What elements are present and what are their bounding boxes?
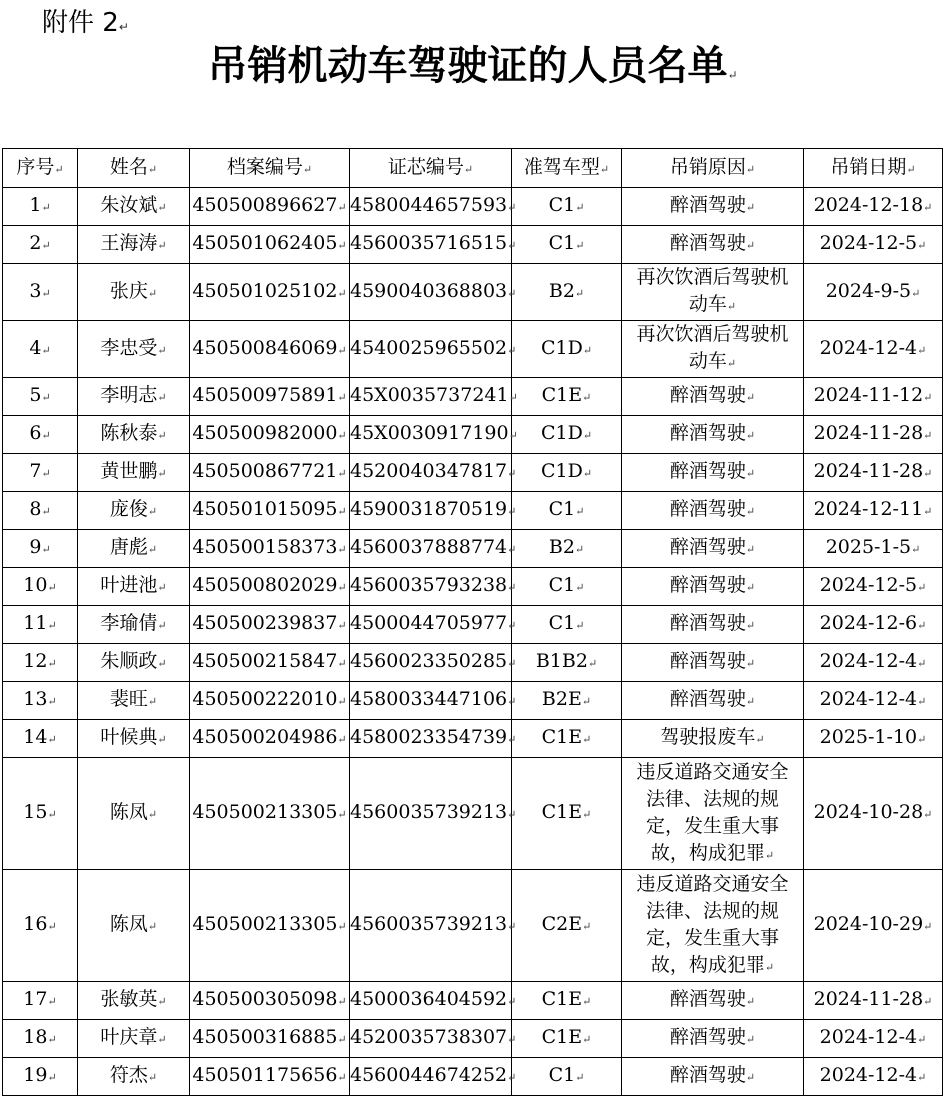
table-row: [3, 264, 943, 321]
table-row: [3, 378, 943, 416]
revocation-reason-cell: 醉酒驾驶↵: [622, 188, 804, 226]
vehicle-class-cell: C2E↵: [512, 870, 622, 982]
table-row: [3, 530, 943, 568]
table-row: [3, 758, 943, 870]
table-row: [3, 982, 943, 1020]
row-number-cell: 4↵: [3, 321, 78, 378]
vehicle-class-cell: B2↵: [512, 264, 622, 321]
header-cell: 证芯编号↵: [350, 149, 512, 188]
table-row: [3, 1020, 943, 1058]
table-row: [3, 870, 943, 982]
name-cell: 黄世鹏↵: [78, 454, 190, 492]
file-number-cell: 450501062405↵: [190, 226, 350, 264]
revocation-reason-cell: 醉酒驾驶↵: [622, 226, 804, 264]
file-number-cell: 450500305098↵: [190, 982, 350, 1020]
revocation-reason-cell: 醉酒驾驶↵: [622, 492, 804, 530]
table-row: [3, 568, 943, 606]
revocation-date-cell: 2024-12-4↵: [804, 644, 943, 682]
name-cell: 陈秋泰↵: [78, 416, 190, 454]
vehicle-class-cell: C1↵: [512, 606, 622, 644]
name-cell: 裴旺↵: [78, 682, 190, 720]
file-number-cell: 450500802029↵: [190, 568, 350, 606]
revocation-date-cell: 2024-12-4↵: [804, 682, 943, 720]
annex-label: 附件 2↵: [42, 8, 129, 38]
revocation-reason-cell: 再次饮酒后驾驶机动车↵: [622, 264, 804, 321]
vehicle-class-cell: C1↵: [512, 1058, 622, 1096]
file-number-cell: 450500239837↵: [190, 606, 350, 644]
file-number-cell: 450500846069↵: [190, 321, 350, 378]
table-row: [3, 321, 943, 378]
vehicle-class-cell: C1E↵: [512, 982, 622, 1020]
table-row: [3, 606, 943, 644]
revocation-date-cell: 2024-12-11↵: [804, 492, 943, 530]
row-number-cell: 16↵: [3, 870, 78, 982]
vehicle-class-cell: C1E↵: [512, 758, 622, 870]
row-number-cell: 15↵: [3, 758, 78, 870]
revocation-date-cell: 2024-12-5↵: [804, 226, 943, 264]
revocation-reason-cell: 醉酒驾驶↵: [622, 606, 804, 644]
file-number-cell: 450500204986↵: [190, 720, 350, 758]
file-number-cell: 450500213305↵: [190, 870, 350, 982]
table-row: [3, 682, 943, 720]
vehicle-class-cell: C1↵: [512, 568, 622, 606]
revocation-date-cell: 2024-10-29↵: [804, 870, 943, 982]
chip-number-cell: 4590040368803↵: [350, 264, 512, 321]
revocation-reason-cell: 驾驶报废车↵: [622, 720, 804, 758]
name-cell: 叶进池↵: [78, 568, 190, 606]
row-number-cell: 9↵: [3, 530, 78, 568]
file-number-cell: 450500975891↵: [190, 378, 350, 416]
page-title: 吊销机动车驾驶证的人员名单↵: [207, 42, 738, 89]
name-cell: 李忠受↵: [78, 321, 190, 378]
revocation-date-cell: 2024-12-5↵: [804, 568, 943, 606]
revocation-date-cell: 2024-10-28↵: [804, 758, 943, 870]
file-number-cell: 450501015095↵: [190, 492, 350, 530]
vehicle-class-cell: C1↵: [512, 188, 622, 226]
row-number-cell: 2↵: [3, 226, 78, 264]
row-number-cell: 3↵: [3, 264, 78, 321]
revocation-reason-cell: 醉酒驾驶↵: [622, 378, 804, 416]
vehicle-class-cell: C1E↵: [512, 378, 622, 416]
table-row: [3, 720, 943, 758]
table-row: [3, 226, 943, 264]
table-header-row: [3, 149, 943, 188]
revocation-date-cell: 2024-9-5↵: [804, 264, 943, 321]
row-number-cell: 14↵: [3, 720, 78, 758]
chip-number-cell: 4520035738307↵: [350, 1020, 512, 1058]
file-number-cell: 450500316885↵: [190, 1020, 350, 1058]
revocation-reason-cell: 醉酒驾驶↵: [622, 682, 804, 720]
file-number-cell: 450501175656↵: [190, 1058, 350, 1096]
name-cell: 张敏英↵: [78, 982, 190, 1020]
header-cell: 序号↵: [3, 149, 78, 188]
name-cell: 唐彪↵: [78, 530, 190, 568]
chip-number-cell: 4500044705977↵: [350, 606, 512, 644]
revocation-reason-cell: 违反道路交通安全法律、法规的规定，发生重大事故，构成犯罪↵: [622, 758, 804, 870]
revocation-reason-cell: 醉酒驾驶↵: [622, 982, 804, 1020]
revocation-date-cell: 2024-12-4↵: [804, 1058, 943, 1096]
row-number-cell: 10↵: [3, 568, 78, 606]
file-number-cell: 450501025102↵: [190, 264, 350, 321]
chip-number-cell: 4500036404592↵: [350, 982, 512, 1020]
vehicle-class-cell: C1D↵: [512, 321, 622, 378]
row-number-cell: 17↵: [3, 982, 78, 1020]
revocation-date-cell: 2024-12-4↵: [804, 321, 943, 378]
row-number-cell: 5↵: [3, 378, 78, 416]
row-number-cell: 12↵: [3, 644, 78, 682]
row-number-cell: 1↵: [3, 188, 78, 226]
vehicle-class-cell: C1E↵: [512, 720, 622, 758]
row-number-cell: 13↵: [3, 682, 78, 720]
chip-number-cell: 4580033447106↵: [350, 682, 512, 720]
table-row: [3, 1058, 943, 1096]
chip-number-cell: 4560035793238↵: [350, 568, 512, 606]
chip-number-cell: 4560044674252↵: [350, 1058, 512, 1096]
vehicle-class-cell: C1↵: [512, 226, 622, 264]
table-row: [3, 416, 943, 454]
revocation-date-cell: 2025-1-5↵: [804, 530, 943, 568]
revocation-reason-cell: 醉酒驾驶↵: [622, 568, 804, 606]
row-number-cell: 7↵: [3, 454, 78, 492]
chip-number-cell: 45X0035737241↵: [350, 378, 512, 416]
name-cell: 符杰↵: [78, 1058, 190, 1096]
file-number-cell: 450500215847↵: [190, 644, 350, 682]
file-number-cell: 450500158373↵: [190, 530, 350, 568]
header-cell: 吊销日期↵: [804, 149, 943, 188]
file-number-cell: 450500213305↵: [190, 758, 350, 870]
revocation-date-cell: 2024-11-12↵: [804, 378, 943, 416]
revocation-reason-cell: 醉酒驾驶↵: [622, 1058, 804, 1096]
vehicle-class-cell: B2↵: [512, 530, 622, 568]
revocation-date-cell: 2024-11-28↵: [804, 454, 943, 492]
file-number-cell: 450500867721↵: [190, 454, 350, 492]
revocation-reason-cell: 醉酒驾驶↵: [622, 530, 804, 568]
table-row: [3, 188, 943, 226]
chip-number-cell: 4560023350285↵: [350, 644, 512, 682]
header-cell: 准驾车型↵: [512, 149, 622, 188]
header-cell: 姓名↵: [78, 149, 190, 188]
file-number-cell: 450500982000↵: [190, 416, 350, 454]
revocation-reason-cell: 醉酒驾驶↵: [622, 1020, 804, 1058]
revocation-reason-cell: 违反道路交通安全法律、法规的规定，发生重大事故，构成犯罪↵: [622, 870, 804, 982]
chip-number-cell: 4540025965502↵: [350, 321, 512, 378]
vehicle-class-cell: C1E↵: [512, 1020, 622, 1058]
name-cell: 陈凤↵: [78, 870, 190, 982]
row-number-cell: 6↵: [3, 416, 78, 454]
name-cell: 张庆↵: [78, 264, 190, 321]
revocation-date-cell: 2024-12-4↵: [804, 1020, 943, 1058]
name-cell: 陈凤↵: [78, 758, 190, 870]
chip-number-cell: 4590031870519↵: [350, 492, 512, 530]
vehicle-class-cell: B2E↵: [512, 682, 622, 720]
vehicle-class-cell: C1D↵: [512, 416, 622, 454]
chip-number-cell: 4580023354739↵: [350, 720, 512, 758]
chip-number-cell: 4560037888774↵: [350, 530, 512, 568]
revocation-reason-cell: 醉酒驾驶↵: [622, 644, 804, 682]
chip-number-cell: 4560035739213↵: [350, 870, 512, 982]
header-cell: 档案编号↵: [190, 149, 350, 188]
table-row: [3, 644, 943, 682]
table-row: [3, 454, 943, 492]
revocation-date-cell: 2024-12-18↵: [804, 188, 943, 226]
vehicle-class-cell: C1↵: [512, 492, 622, 530]
row-number-cell: 11↵: [3, 606, 78, 644]
name-cell: 李明志↵: [78, 378, 190, 416]
name-cell: 李瑜倩↵: [78, 606, 190, 644]
vehicle-class-cell: B1B2↵: [512, 644, 622, 682]
vehicle-class-cell: C1D↵: [512, 454, 622, 492]
revocation-date-cell: 2025-1-10↵: [804, 720, 943, 758]
name-cell: 庞俊↵: [78, 492, 190, 530]
name-cell: 叶庆章↵: [78, 1020, 190, 1058]
file-number-cell: 450500222010↵: [190, 682, 350, 720]
chip-number-cell: 45X0030917190↵: [350, 416, 512, 454]
header-cell: 吊销原因↵: [622, 149, 804, 188]
revocation-reason-cell: 醉酒驾驶↵: [622, 416, 804, 454]
chip-number-cell: 4560035716515↵: [350, 226, 512, 264]
name-cell: 叶候典↵: [78, 720, 190, 758]
name-cell: 朱顺政↵: [78, 644, 190, 682]
table-row: [3, 492, 943, 530]
file-number-cell: 450500896627↵: [190, 188, 350, 226]
name-cell: 朱汝斌↵: [78, 188, 190, 226]
revocation-reason-cell: 醉酒驾驶↵: [622, 454, 804, 492]
chip-number-cell: 4560035739213↵: [350, 758, 512, 870]
name-cell: 王海涛↵: [78, 226, 190, 264]
row-number-cell: 18↵: [3, 1020, 78, 1058]
revocation-date-cell: 2024-11-28↵: [804, 416, 943, 454]
revocation-reason-cell: 再次饮酒后驾驶机动车↵: [622, 321, 804, 378]
row-number-cell: 8↵: [3, 492, 78, 530]
revocation-date-cell: 2024-11-28↵: [804, 982, 943, 1020]
chip-number-cell: 4580044657593↵: [350, 188, 512, 226]
chip-number-cell: 4520040347817↵: [350, 454, 512, 492]
revocation-date-cell: 2024-12-6↵: [804, 606, 943, 644]
revocation-table: [2, 148, 943, 1096]
row-number-cell: 19↵: [3, 1058, 78, 1096]
